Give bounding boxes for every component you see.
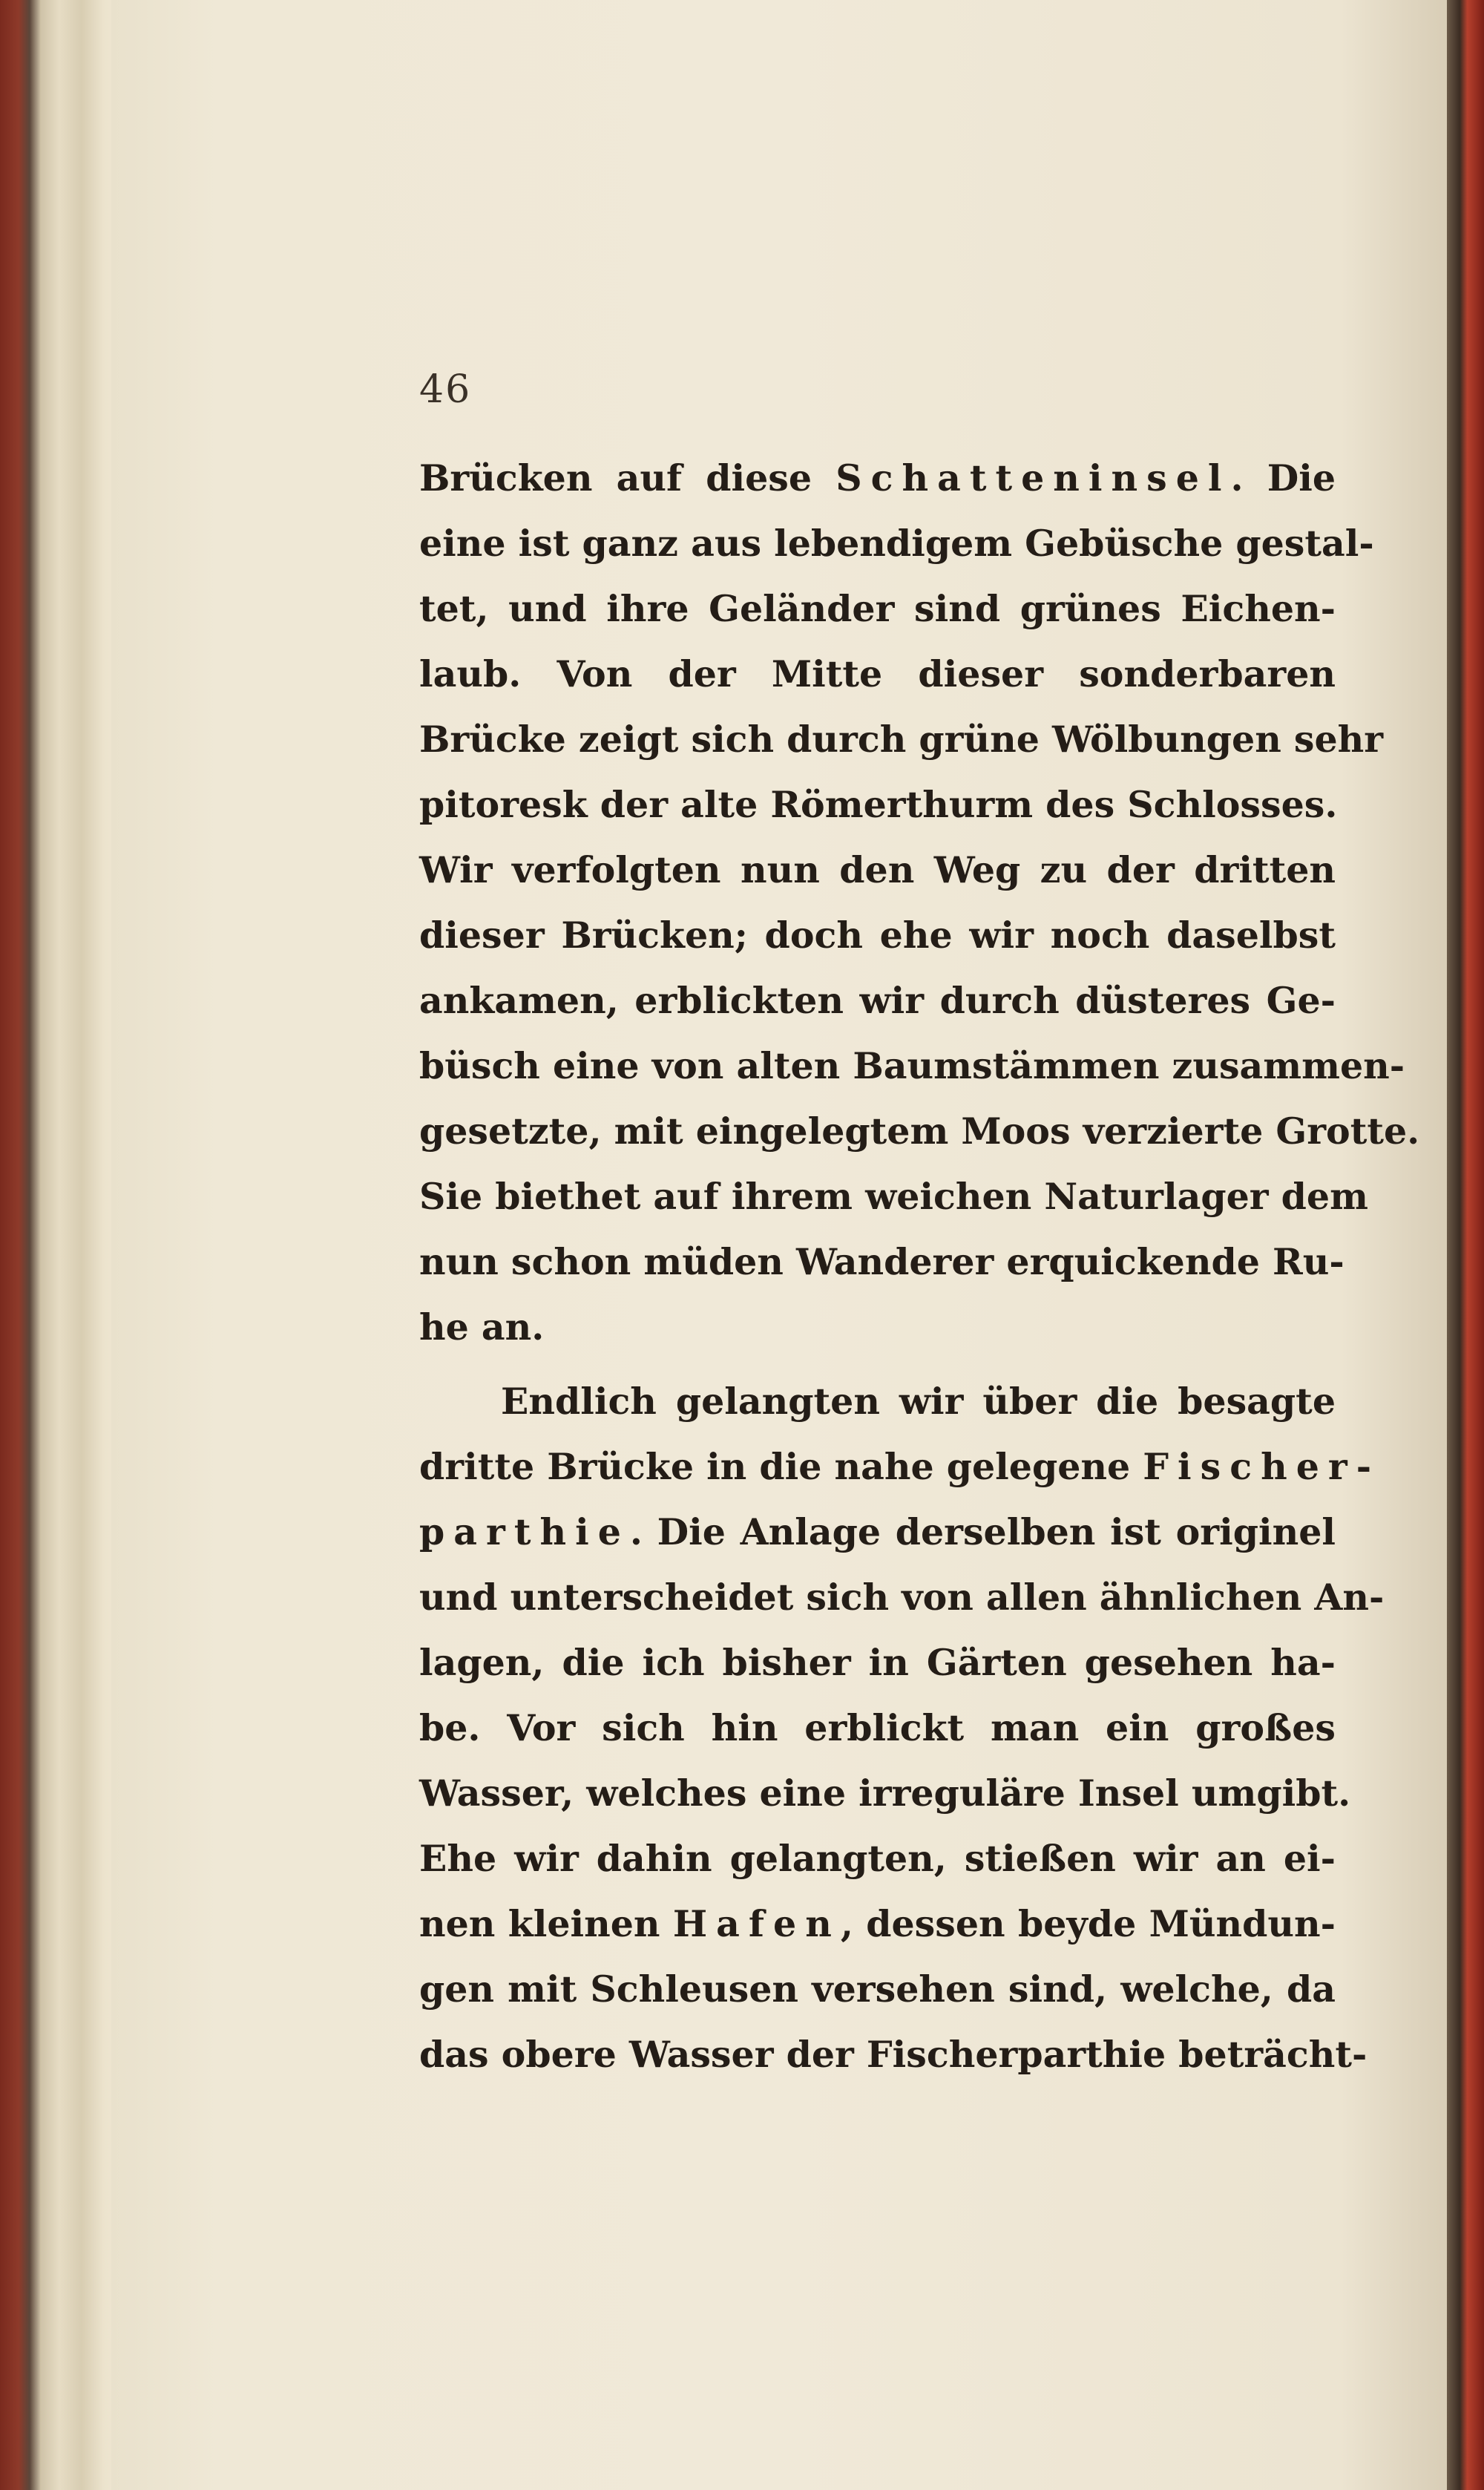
text-span: Wir verfolgten nun den Weg zu der dritten xyxy=(419,848,1336,891)
text-line xyxy=(419,1760,1351,1826)
text-span: nun schon müden Wanderer erquickende Ru- xyxy=(419,1240,1345,1283)
text-line xyxy=(419,1434,1381,1499)
book-spine-left-pages xyxy=(0,0,122,2490)
text-span: Brücken auf diese xyxy=(419,456,836,499)
text-line xyxy=(419,1164,1368,1229)
text-span: Brücke zeigt sich durch grüne Wölbungen sehr xyxy=(419,718,1384,761)
text-line xyxy=(419,902,1336,968)
text-span: nen kleinen xyxy=(419,1902,673,1945)
text-line xyxy=(419,707,1384,772)
text-span: , dessen beyde Mündun- xyxy=(840,1902,1336,1945)
text-span: Ehe wir dahin gelangten, stießen wir an ei- xyxy=(419,1837,1336,1880)
text-line xyxy=(419,511,1374,576)
text-span: Endlich gelangten wir über die besagte xyxy=(501,1380,1336,1423)
text-span: he an. xyxy=(419,1305,545,1349)
spaced-emphasis-text: Hafen xyxy=(672,1902,841,1945)
text-line xyxy=(419,1826,1336,1891)
text-line xyxy=(419,1565,1385,1630)
text-line xyxy=(419,1956,1336,2022)
text-span: büsch eine von alten Baumstämmen zusammen- xyxy=(419,1044,1405,1087)
text-line xyxy=(419,1229,1345,1294)
paragraph xyxy=(419,445,1420,1360)
text-span: tet, und ihre Geländer sind grünes Eichen- xyxy=(419,587,1336,630)
text-line xyxy=(419,576,1336,641)
text-line xyxy=(419,1033,1405,1098)
text-span: laub. Von der Mitte dieser sonderbaren xyxy=(419,652,1336,695)
paragraph xyxy=(419,1369,1385,2087)
text-span: dieser Brücken; doch ehe wir noch daselbst xyxy=(419,914,1336,957)
text-line xyxy=(419,1891,1336,1956)
text-span: gen mit Schleusen versehen sind, welche, da xyxy=(419,1968,1336,2011)
text-line xyxy=(419,1098,1420,1164)
text-line xyxy=(419,1630,1336,1695)
text-span: Wasser, welches eine irreguläre Insel umgibt. xyxy=(419,1772,1351,1815)
text-line xyxy=(419,641,1336,707)
text-span: lagen, die ich bisher in Gärten gesehen ha- xyxy=(419,1641,1336,1684)
body-text xyxy=(419,445,1420,2087)
text-line xyxy=(419,1499,1336,1565)
text-span: und unterscheidet sich von allen ähnlichen An- xyxy=(419,1576,1385,1619)
text-span: pitoresk der alte Römerthurm des Schlosses. xyxy=(419,783,1338,826)
text-span: . Die Anlage derselben ist originel xyxy=(629,1510,1336,1553)
text-span: eine ist ganz aus lebendigem Gebüsche gestal- xyxy=(419,522,1374,565)
text-line xyxy=(419,445,1336,511)
text-line xyxy=(419,2022,1368,2087)
spaced-emphasis-text: parthie xyxy=(419,1510,630,1553)
text-line xyxy=(419,1695,1336,1760)
text-span: gesetzte, mit eingelegtem Moos verzierte Grotte. xyxy=(419,1110,1420,1153)
text-span: be. Vor sich hin erblickt man ein großes xyxy=(419,1706,1336,1749)
text-span: . Die xyxy=(1230,456,1336,499)
book-edge-right xyxy=(1447,0,1484,2490)
page-number: 46 xyxy=(419,367,472,412)
text-line xyxy=(419,1369,1336,1434)
text-span: Sie biethet auf ihrem weichen Naturlager dem xyxy=(419,1175,1368,1218)
text-span: dritte Brücke in die nahe gelegene xyxy=(419,1445,1143,1488)
text-line xyxy=(419,968,1336,1033)
text-line xyxy=(419,772,1336,837)
text-line xyxy=(419,837,1336,902)
spaced-emphasis-text: Fischer- xyxy=(1143,1445,1381,1488)
text-span: ankamen, erblickten wir durch düsteres Ge- xyxy=(419,979,1336,1022)
spaced-emphasis-text: Schatteninsel xyxy=(835,456,1231,499)
text-line xyxy=(419,1294,1336,1360)
text-span: das obere Wasser der Fischerparthie beträcht- xyxy=(419,2033,1368,2076)
